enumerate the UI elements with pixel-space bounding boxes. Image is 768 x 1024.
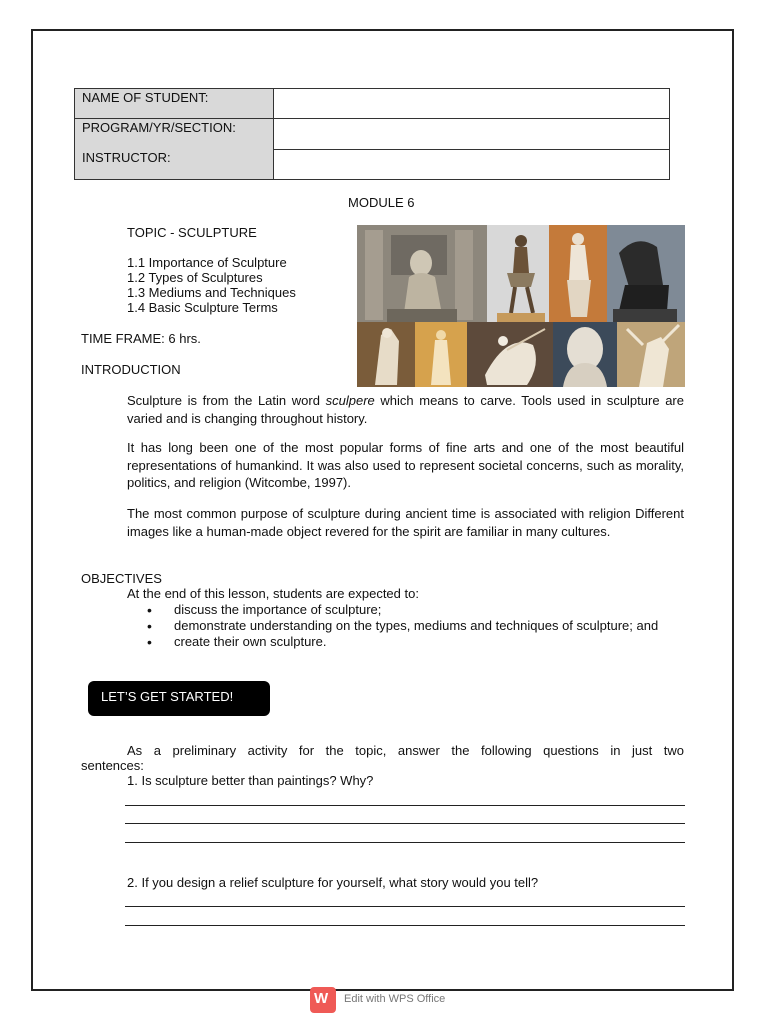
table-divider — [75, 118, 273, 119]
answer-line[interactable] — [125, 823, 685, 824]
intro-paragraph-3: The most common purpose of sculpture during ancient time is associated with religion Different images like a human-made object revered for the spirit are familiar in many cultures. — [127, 506, 684, 539]
objectives-heading: OBJECTIVES — [81, 571, 162, 586]
student-info-table — [74, 88, 670, 180]
answer-line[interactable] — [125, 805, 685, 806]
lets-get-started-banner: LET’S GET STARTED! — [88, 681, 270, 716]
answer-line[interactable] — [125, 906, 685, 907]
objective-item: • create their own sculpture. — [147, 634, 684, 650]
objectives-intro: At the end of this lesson, students are expected to: — [127, 586, 419, 601]
table-divider — [273, 149, 669, 150]
topic-heading: TOPIC - SCULPTURE — [127, 225, 257, 240]
answer-line[interactable] — [125, 925, 685, 926]
contents-item: 1.4 Basic Sculpture Terms — [127, 300, 278, 315]
sculpture-collage-image — [357, 225, 685, 387]
time-frame-label: TIME FRAME: — [81, 331, 165, 346]
time-frame-value: 6 hrs. — [164, 331, 201, 346]
intro-paragraph-1 — [127, 392, 684, 427]
contents-item: 1.2 Types of Sculptures — [127, 270, 263, 285]
module-title: MODULE 6 — [348, 195, 415, 210]
topic-contents-list — [127, 255, 296, 315]
activity-instruction-continued: sentences: — [81, 758, 144, 773]
name-of-student-label: NAME OF STUDENT: — [82, 90, 209, 105]
table-divider — [273, 118, 669, 119]
contents-item: 1.1 Importance of Sculpture — [127, 255, 287, 270]
question-2: 2. If you design a relief sculpture for yourself, what story would you tell? — [127, 875, 539, 890]
objective-item: • discuss the importance of sculpture; — [147, 602, 684, 618]
question-1: 1. Is sculpture better than paintings? Why? — [127, 773, 374, 788]
intro-text: Sculpture is from the Latin word — [127, 393, 326, 408]
latin-term: sculpere — [325, 393, 375, 408]
introduction-heading: INTRODUCTION — [81, 362, 181, 377]
objective-item: • demonstrate understanding on the types, mediums and techniques of sculpture; and — [147, 618, 684, 634]
instructor-field[interactable] — [279, 151, 659, 177]
intro-paragraph-2: It has long been one of the most popular forms of fine arts and one of the most beautiful representations of humankind. It was also used to represent societal concerns, such as morality, politics, and religion (Witcombe, 1997). — [127, 440, 684, 490]
intro-text: which means to carve. Tools used in sculpture are varied and is changing throughout history. — [127, 393, 684, 426]
name-of-student-field[interactable] — [279, 90, 659, 116]
program-label: PROGRAM/YR/SECTION: — [82, 120, 236, 135]
time-frame — [81, 331, 201, 346]
objectives-list — [147, 602, 684, 650]
wps-watermark-text: Edit with WPS Office — [344, 993, 446, 1005]
program-field[interactable] — [279, 120, 659, 147]
activity-instruction: As a preliminary activity for the topic, answer the following questions in just two — [127, 743, 684, 758]
answer-line[interactable] — [125, 842, 685, 843]
instructor-label: INSTRUCTOR: — [82, 150, 171, 165]
contents-item: 1.3 Mediums and Techniques — [127, 285, 296, 300]
wps-office-icon: W — [310, 987, 336, 1013]
